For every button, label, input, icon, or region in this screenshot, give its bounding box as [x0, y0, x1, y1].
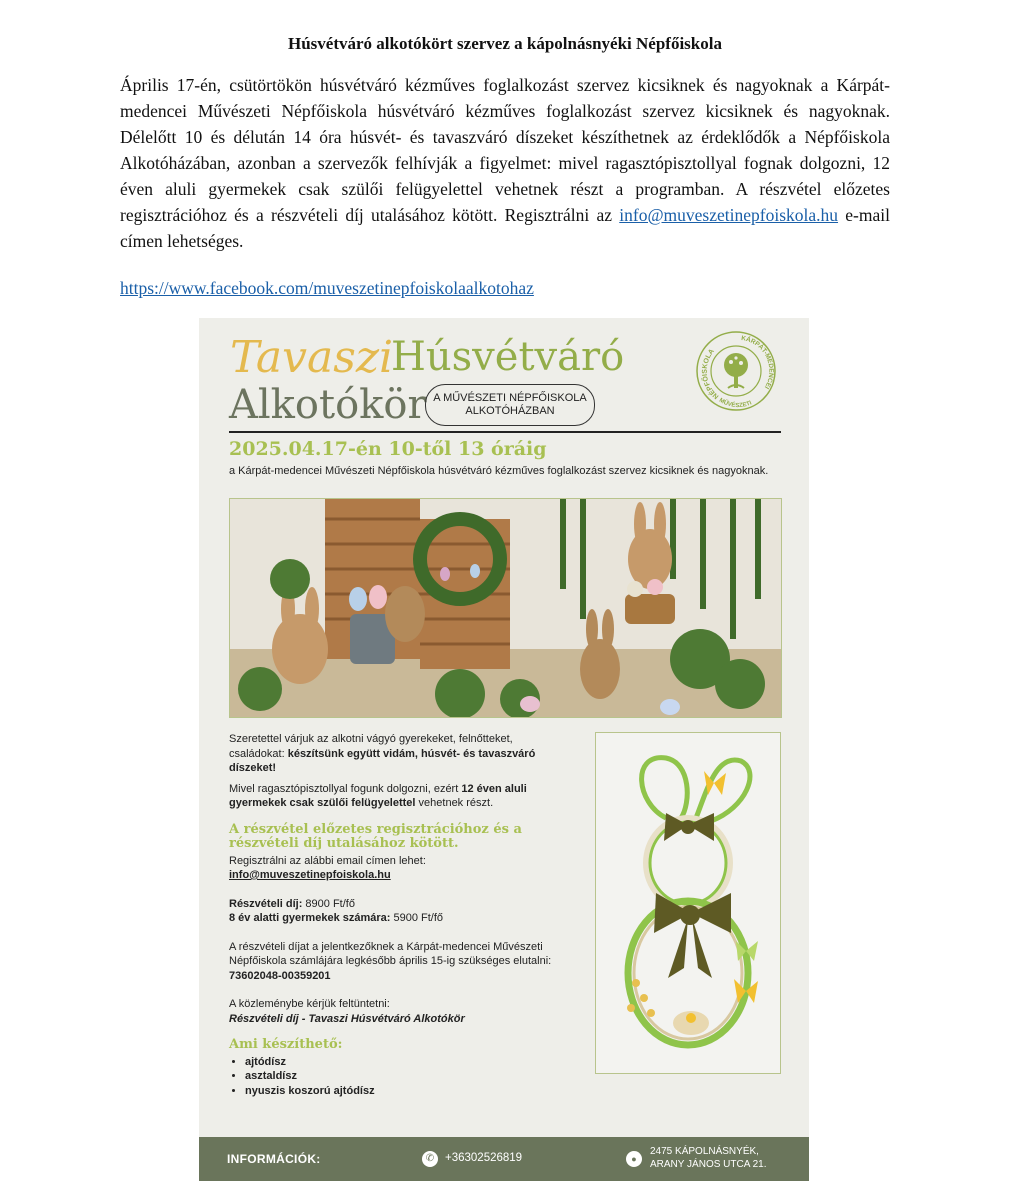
registration-heading: A részvétel előzetes regisztrációhoz és a részvételi díj utalásához kötött. — [229, 821, 522, 851]
child-fee-value: 5900 Ft/fő — [390, 912, 444, 924]
article-paragraph — [120, 72, 890, 254]
location-pin-icon: ● — [626, 1151, 642, 1167]
article-headline: Húsvétváró alkotókört szervez a kápolnásnyéki Népfőiskola — [288, 34, 722, 53]
payment-text: A részvételi díjat a jelentkezőknek a Kárpát-medencei Művészeti Népfőiskola számlájára legkésőbb április 15-ig szükséges elutalni: — [229, 940, 552, 967]
phone-icon: ✆ — [422, 1151, 438, 1167]
nepfoiskola-logo — [695, 330, 777, 412]
payment-paragraph — [229, 940, 559, 984]
glue-gun-paragraph — [229, 782, 559, 811]
welcome-text: Szeretettel várjuk az alkotni vágyó gyerekeket, felnőtteket, családokat: — [229, 733, 513, 760]
logo-text-right: KÁRPÁT-MEDENCEI — [740, 334, 775, 391]
logo-text-bottom: MŰVÉSZETI — [717, 397, 753, 410]
poster-body — [229, 732, 559, 1098]
venue-pill-line1: A MŰVÉSZETI NÉPFŐISKOLA — [433, 392, 587, 404]
email-link[interactable]: info@muveszetinepfoiskola.hu — [619, 205, 839, 225]
article-text-part2: e-mail címen lehetséges. — [120, 205, 890, 251]
logo-tree-icon — [724, 353, 748, 388]
facebook-link[interactable]: https://www.facebook.com/muveszetinepfoiskolaalkotohaz — [120, 278, 534, 298]
fee-label: Részvételi díj: — [229, 897, 303, 910]
list-item: • asztaldísz — [245, 1069, 559, 1084]
age-limit-text: 12 éven aluli gyermekek csak szülői felügyelettel — [229, 782, 527, 809]
remark-intro: A közleménybe kérjük feltüntetni: — [229, 998, 390, 1010]
registration-email[interactable]: info@muveszetinepfoiskola.hu — [229, 869, 391, 881]
poster-title-husvetvaro: Húsvétváró — [391, 334, 625, 380]
event-date: 2025.04.17-én 10-től 13 óráig — [229, 438, 547, 460]
bunny-wreath-photo — [595, 732, 781, 1074]
list-item: • ajtódísz — [245, 1055, 559, 1070]
welcome-paragraph — [229, 732, 559, 776]
event-poster — [199, 318, 809, 1181]
remark-value: Részvételi díj - Tavaszi Húsvétváró Alkotókör — [229, 1012, 465, 1025]
poster-title-tavaszi: Tavaszi — [230, 332, 394, 383]
child-fee-label: 8 év alatti gyermekek számára: — [229, 912, 391, 924]
address — [650, 1145, 767, 1171]
venue-pill-line2: ALKOTÓHÁZBAN — [465, 405, 555, 417]
child-fee-line — [229, 911, 559, 926]
phone-number[interactable]: +36302526819 — [445, 1152, 523, 1164]
glue-gun-text: Mivel ragasztópisztollyal fogunk dolgozni, ezért — [229, 782, 462, 795]
poster-title-alkotokor: Alkotókör — [229, 382, 427, 428]
logo-text-left: NÉPFŐISKOLA — [701, 347, 721, 400]
venue-pill — [425, 384, 595, 426]
items-list — [229, 1055, 559, 1099]
fee-value: 8900 Ft/fő — [302, 897, 355, 910]
account-number: 73602048-00359201 — [229, 969, 331, 982]
list-item: • nyuszis koszorú ajtódísz — [245, 1084, 559, 1099]
easter-decor-photo — [229, 498, 782, 718]
welcome-text-bold: készítsünk együtt vidám, húsvét- és tavaszváró díszeket! — [229, 747, 536, 774]
title-divider — [229, 431, 781, 433]
fee-line — [229, 897, 559, 912]
glue-gun-text-end: vehetnek részt. — [415, 797, 494, 809]
items-heading: Ami készíthető: — [229, 1037, 343, 1052]
address-line1: 2475 KÁPOLNÁSNYÉK, — [650, 1146, 759, 1157]
article-text-part1: Április 17-én, csütörtökön húsvétváró kézműves foglalkozást szervez kicsiknek és nagyoknak a Kárpát-medencei Művészeti Népfőiskola húsvétváró kézműves foglalkozást szervez kicsiknek és nagyoknak. Délelőtt 10 és délután 14 óra húsvét- és tavaszváró díszeket készíthetnek az érdeklődők a Népfőiskola Alkotóházában, azonban a szervezők felhívják a figyelmet: mivel ragasztópisztollyal fognak dolgozni, 12 éven aluli gyermekek csak szülői felügyelettel vehetnek részt a programban. A részvétel előzetes regisztrációhoz és a részvételi díj utalásához kötött. Regisztrálni az — [120, 75, 890, 225]
poster-intro: a Kárpát-medencei Művészeti Népfőiskola húsvétváró kézműves foglalkozást szervez kicsiknek és nagyoknak. — [229, 465, 769, 477]
info-footer — [199, 1137, 809, 1181]
footer-label: INFORMÁCIÓK: — [227, 1152, 321, 1166]
address-line2: ARANY JÁNOS UTCA 21. — [650, 1159, 767, 1170]
registration-text: Regisztrálni az alábbi email címen lehet: — [229, 854, 426, 867]
